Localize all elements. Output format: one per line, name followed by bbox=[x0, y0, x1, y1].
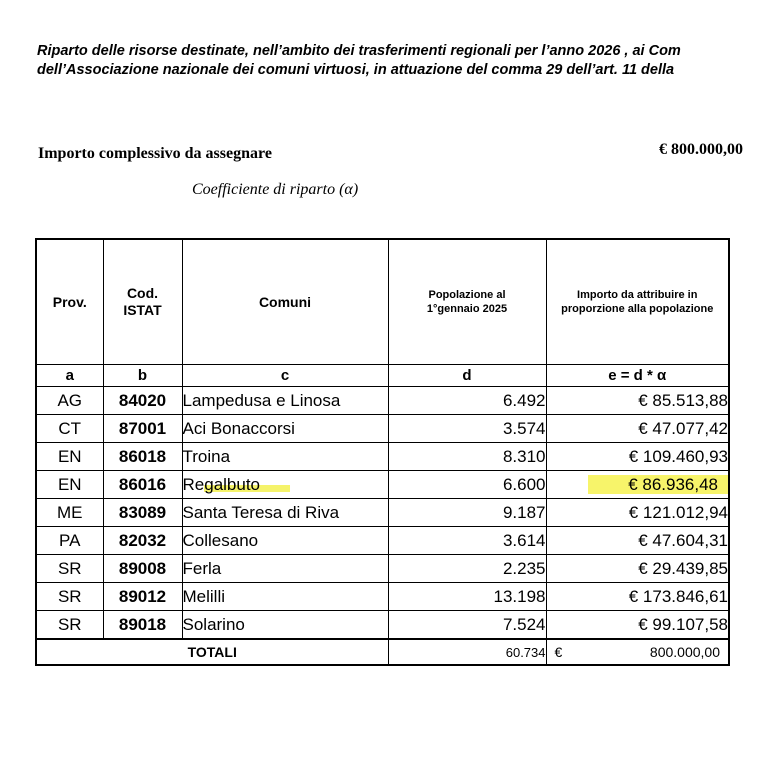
cell-istat: 86018 bbox=[103, 443, 182, 471]
cell-popolazione: 13.198 bbox=[388, 583, 546, 611]
cell-importo-highlighted bbox=[546, 471, 729, 499]
cell-prov: PA bbox=[36, 527, 103, 555]
letter-c: c bbox=[182, 365, 388, 387]
table-row bbox=[36, 499, 729, 527]
cell-popolazione: 8.310 bbox=[388, 443, 546, 471]
cell-prov: EN bbox=[36, 471, 103, 499]
cell-comune: Troina bbox=[182, 443, 388, 471]
cell-importo: € 47.604,31 bbox=[546, 527, 729, 555]
cell-popolazione: 7.524 bbox=[388, 611, 546, 640]
cell-importo: € 85.513,88 bbox=[546, 387, 729, 415]
table-row-highlighted bbox=[36, 471, 729, 499]
comune-highlighted-text: galbuto bbox=[204, 475, 290, 494]
heading-line-1: Riparto delle risorse destinate, nell’ambito dei trasferimenti regionali per l’anno 2026 , ai Com bbox=[37, 43, 681, 59]
cell-prov: AG bbox=[36, 387, 103, 415]
totals-row bbox=[36, 639, 729, 665]
cell-comune: Melilli bbox=[182, 583, 388, 611]
cell-popolazione: 3.614 bbox=[388, 527, 546, 555]
header-popolazione: Popolazione al 1°gennaio 2025 bbox=[388, 239, 546, 365]
cell-prov: CT bbox=[36, 415, 103, 443]
cell-comune: Collesano bbox=[182, 527, 388, 555]
cell-popolazione: 6.492 bbox=[388, 387, 546, 415]
totals-currency: € bbox=[554, 644, 563, 660]
table-row bbox=[36, 443, 729, 471]
cell-istat: 86016 bbox=[103, 471, 182, 499]
cell-popolazione: 9.187 bbox=[388, 499, 546, 527]
cell-popolazione: 3.574 bbox=[388, 415, 546, 443]
table-row bbox=[36, 527, 729, 555]
cell-comune: Santa Teresa di Riva bbox=[182, 499, 388, 527]
table-row bbox=[36, 555, 729, 583]
letter-d: d bbox=[388, 365, 546, 387]
cell-istat: 89018 bbox=[103, 611, 182, 640]
column-letters-row bbox=[36, 365, 729, 387]
cell-importo: € 109.460,93 bbox=[546, 443, 729, 471]
header-prov: Prov. bbox=[36, 239, 103, 365]
table-row bbox=[36, 387, 729, 415]
cell-popolazione: 6.600 bbox=[388, 471, 546, 499]
cell-prov: EN bbox=[36, 443, 103, 471]
cell-istat: 82032 bbox=[103, 527, 182, 555]
document-heading bbox=[37, 42, 768, 80]
cell-prov: ME bbox=[36, 499, 103, 527]
cell-comune-highlighted bbox=[182, 471, 388, 499]
cell-comune: Lampedusa e Linosa bbox=[182, 387, 388, 415]
cell-istat: 84020 bbox=[103, 387, 182, 415]
totals-importo-cell bbox=[546, 639, 729, 665]
allocation-table bbox=[35, 238, 730, 666]
totals-importo: 800.000,00 bbox=[649, 644, 720, 660]
letter-e: e = d * α bbox=[546, 365, 729, 387]
cell-importo: € 29.439,85 bbox=[546, 555, 729, 583]
table-row bbox=[36, 611, 729, 640]
total-amount-value: € 800.000,00 bbox=[659, 141, 743, 158]
cell-istat: 89008 bbox=[103, 555, 182, 583]
letter-b: b bbox=[103, 365, 182, 387]
cell-importo: € 121.012,94 bbox=[546, 499, 729, 527]
heading-line-2: dell’Associazione nazionale dei comuni virtuosi, in attuazione del comma 29 dell’art. 11 della bbox=[37, 62, 675, 78]
letter-a: a bbox=[36, 365, 103, 387]
table-header-row bbox=[36, 239, 729, 365]
cell-comune: Aci Bonaccorsi bbox=[182, 415, 388, 443]
cell-importo: € 173.846,61 bbox=[546, 583, 729, 611]
totals-label: TOTALI bbox=[36, 639, 388, 665]
table-row bbox=[36, 583, 729, 611]
comune-text-part: Re bbox=[182, 474, 205, 494]
header-comuni: Comuni bbox=[182, 239, 388, 365]
cell-istat: 89012 bbox=[103, 583, 182, 611]
cell-comune: Ferla bbox=[182, 555, 388, 583]
cell-comune: Solarino bbox=[182, 611, 388, 640]
cell-popolazione: 2.235 bbox=[388, 555, 546, 583]
total-amount-label: Importo complessivo da assegnare bbox=[38, 145, 272, 162]
cell-prov: SR bbox=[36, 583, 103, 611]
importo-highlighted-text: € 86.936,48 bbox=[588, 475, 729, 494]
cell-istat: 87001 bbox=[103, 415, 182, 443]
cell-prov: SR bbox=[36, 611, 103, 640]
table-row bbox=[36, 415, 729, 443]
header-istat: Cod. ISTAT bbox=[103, 239, 182, 365]
cell-prov: SR bbox=[36, 555, 103, 583]
header-importo: Importo da attribuire in proporzione alla popolazione bbox=[546, 239, 729, 365]
coefficient-label: Coefficiente di riparto (α) bbox=[192, 181, 359, 198]
cell-importo: € 47.077,42 bbox=[546, 415, 729, 443]
totals-popolazione: 60.734 bbox=[388, 639, 546, 665]
cell-importo: € 99.107,58 bbox=[546, 611, 729, 640]
cell-istat: 83089 bbox=[103, 499, 182, 527]
